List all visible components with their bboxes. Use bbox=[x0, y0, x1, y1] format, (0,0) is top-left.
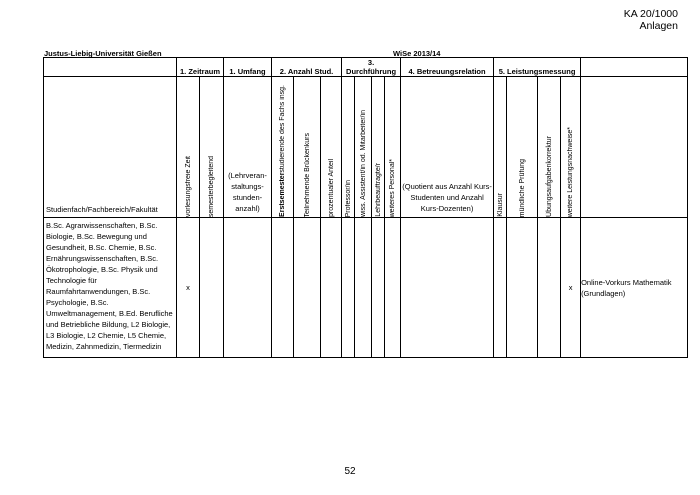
column-header-vorlesungsfrei bbox=[177, 77, 200, 218]
column-header-muendlich bbox=[507, 77, 538, 218]
bridging-course-table bbox=[43, 57, 688, 358]
column-header-uebung bbox=[538, 77, 561, 218]
group-header-zeitraum: 1. Zeitraum bbox=[177, 58, 224, 77]
document-reference-label: Anlagen bbox=[639, 20, 678, 32]
group-header-anzahl: 2. Anzahl Stud. bbox=[272, 58, 342, 77]
table-row bbox=[44, 218, 688, 358]
row-assistent-cell bbox=[355, 218, 372, 358]
column-klausur-label: Klausur bbox=[496, 193, 504, 217]
row-vorlesungsfrei-mark: x bbox=[177, 218, 200, 358]
column-header-erstsemester bbox=[272, 77, 294, 218]
row-prozentual-cell bbox=[321, 218, 342, 358]
column-professor-label: Professor/in bbox=[344, 179, 352, 217]
row-professor-cell bbox=[342, 218, 355, 358]
column-erstsemester-label bbox=[279, 83, 286, 217]
column-header-lehrbeauftragte bbox=[372, 77, 385, 218]
column-header-assistent bbox=[355, 77, 372, 218]
column-prozentual-label: prozentualer Anteil bbox=[327, 159, 335, 217]
column-header-umfang bbox=[224, 77, 272, 218]
document-reference-number: KA 20/1000 bbox=[623, 8, 678, 20]
column-header-betreuung bbox=[401, 77, 494, 218]
row-uebung-cell bbox=[538, 218, 561, 358]
row-muendlich-cell bbox=[507, 218, 538, 358]
group-header-leistung: 5. Leistungsmessung bbox=[494, 58, 581, 77]
row-weitere-leistung-mark: x bbox=[561, 218, 581, 358]
group-header-betreuung: 4. Betreuungsrelation bbox=[401, 58, 494, 77]
semester-label: WiSe 2013/14 bbox=[393, 49, 441, 58]
column-header-row bbox=[44, 77, 688, 218]
row-umfang-cell bbox=[224, 218, 272, 358]
column-lehrbeauftragte-label: Lehrbeauftragte/r bbox=[374, 163, 382, 217]
row-fach-cell bbox=[44, 218, 177, 358]
column-teilnehmende-label: Teilnehmende Brückenkurs bbox=[303, 132, 311, 217]
page-number: 52 bbox=[344, 466, 356, 477]
column-betreuung-label: (Quotient aus Anzahl Kurs-Studenten und Anzahl Kurs-Dozenten) bbox=[402, 182, 492, 213]
row-note: Online-Vorkurs Mathematik (Grundlagen) bbox=[581, 218, 688, 358]
document-reference bbox=[624, 8, 678, 32]
column-weitere-leistung-label: weitere Leistungsnachweise* bbox=[567, 126, 575, 217]
column-header-fach bbox=[44, 77, 177, 218]
row-lehrbeauftragte-cell bbox=[372, 218, 385, 358]
column-assistent-label: wiss. Assistent/in od. Mitarbeiter/in bbox=[359, 110, 367, 217]
group-header-blank bbox=[44, 58, 177, 77]
column-semesterbegleitend-label: semesterbegleitend bbox=[208, 155, 215, 217]
column-umfang-label: (Lehrveran-staltungs-stunden-anzahl) bbox=[228, 171, 267, 213]
column-header-klausur bbox=[494, 77, 507, 218]
row-betreuung-cell bbox=[401, 218, 494, 358]
row-fach-text: B.Sc. Agrarwissenschaften, B.Sc. Biologie, B.Sc. Bewegung und Gesundheit, B.Sc. Chemie, B.Sc. Ernährungswissenschaften, B.Sc. Ökotrophologie, B.Sc. Physik und Technologie für Raumfahrtanwendungen, B.Sc. Psychologie, B.Sc. Umweltmanagement, B.Ed. Berufliche und Betriebliche Bildung, L2 Biologie, L3 Biologie, L2 Chemie, L5 Chemie, Medizin, Zahnmedizin, Tiermedizin bbox=[46, 221, 173, 351]
row-teilnehmende-cell bbox=[294, 218, 321, 358]
group-header-blank-end bbox=[581, 58, 688, 77]
group-header-durchfuehrung: 3. Durchführung bbox=[342, 58, 401, 77]
column-fach-label: Studienfach/Fachbereich/Fakultät bbox=[46, 205, 158, 214]
column-uebung-label: Übungsaufgabenkorrektur bbox=[545, 136, 553, 217]
group-header-row bbox=[44, 58, 688, 77]
column-header-blank bbox=[581, 77, 688, 218]
column-header-semesterbegleitend bbox=[200, 77, 224, 218]
group-header-umfang: 1. Umfang bbox=[224, 58, 272, 77]
row-weiteres-personal-cell bbox=[385, 218, 401, 358]
university-name: Justus-Liebig-Universität Gießen bbox=[44, 49, 162, 58]
column-header-prozentual bbox=[321, 77, 342, 218]
column-header-weitere-leistung bbox=[561, 77, 581, 218]
row-erstsemester-cell bbox=[272, 218, 294, 358]
column-header-weiteres-personal bbox=[385, 77, 401, 218]
column-header-teilnehmende bbox=[294, 77, 321, 218]
column-header-professor bbox=[342, 77, 355, 218]
column-erstsemester-bold: Erstsemester bbox=[279, 172, 287, 217]
row-semesterbegleitend-cell bbox=[200, 218, 224, 358]
column-muendlich-label: mündliche Prüfung bbox=[518, 158, 526, 217]
column-weiteres-personal-label: weiteres Personal* bbox=[389, 158, 397, 217]
row-klausur-cell bbox=[494, 218, 507, 358]
column-erstsemester-rest: studierende des Fachs insg. bbox=[279, 85, 287, 173]
column-vorlesungsfrei-label: vorlesungsfreie Zeit bbox=[184, 155, 192, 217]
